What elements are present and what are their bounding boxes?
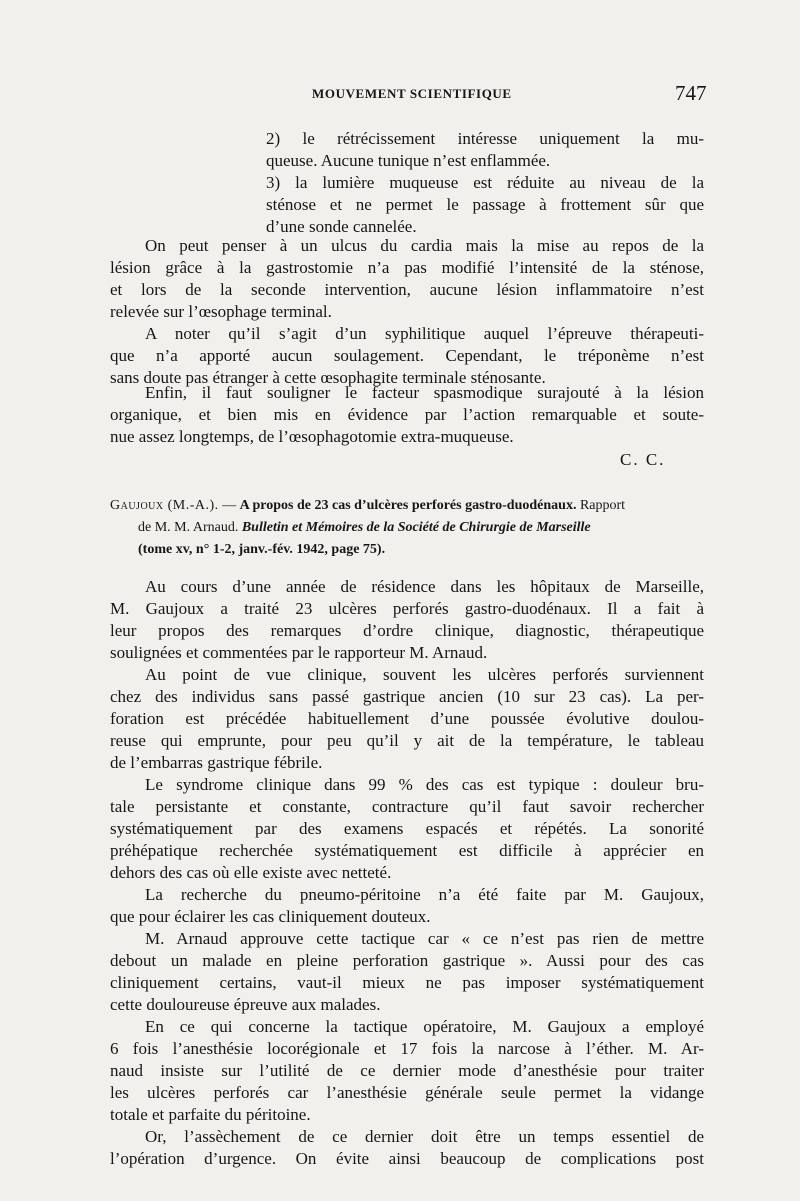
text-line: A noter qu’il s’agit d’un syphilitique auquel l’épreuve thérapeuti- — [145, 324, 704, 343]
text-line: Au point de vue clinique, souvent les ulcères perforés surviennent — [145, 665, 704, 684]
text-line: tale persistante et constante, contracture qu’il faut savoir rechercher — [110, 797, 704, 816]
text-line: soulignées et commentées par le rapporteur M. Arnaud. — [110, 643, 488, 662]
reference-author: Gaujoux (M.-A.). — [110, 498, 219, 513]
text-line: que pour éclairer les cas cliniquement douteux. — [110, 907, 431, 926]
text-line: Or, l’assèchement de ce dernier doit être un temps essentiel de — [145, 1127, 704, 1146]
text-line: les ulcères perforés car l’anesthésie générale seule permet la vidange — [110, 1083, 704, 1102]
text-line: de l’embarras gastrique fébrile. — [110, 753, 323, 772]
text-line: naud insiste sur l’utilité de ce dernier mode d’anesthésie pour traiter — [110, 1061, 704, 1080]
reference-dash: — — [218, 498, 240, 513]
text-line: que n’a apporté aucun soulagement. Cependant, le tréponème n’est — [110, 346, 704, 365]
text-line: Au cours d’une année de résidence dans les hôpitaux de Marseille, — [145, 577, 704, 596]
reference-title: A propos de 23 cas d’ulcères perforés gastro-duodénaux. — [239, 498, 577, 513]
reference-line: (tome xv, n° 1-2, janv.-fév. 1942, page 75). — [138, 542, 386, 557]
text-line: M. Gaujoux a traité 23 ulcères perforés gastro-duodénaux. Il a fait à — [110, 599, 704, 618]
text-line: La recherche du pneumo-péritoine n’a été faite par M. Gaujoux, — [145, 885, 704, 904]
text-line: lésion grâce à la gastrostomie n’a pas modifié l’intensité de la sténose, — [110, 258, 704, 277]
text-line: relevée sur l’œsophage terminal. — [110, 302, 332, 321]
reference-rapport: Rapport — [576, 498, 626, 513]
list-line: 2) le rétrécissement intéresse uniquement la mu- — [266, 129, 704, 148]
text-line: et lors de la seconde intervention, aucune lésion inflammatoire n’est — [110, 280, 704, 299]
text-line: foration est précédée habituellement d’une poussée évolutive doulou- — [110, 709, 704, 728]
text-line: préhépatique recherchée systématiquement est difficile à apprécier en — [110, 841, 704, 860]
text-line: 6 fois l’anesthésie locorégionale et 17 fois la narcose à l’éther. M. Ar- — [110, 1039, 704, 1058]
reference-line — [138, 518, 591, 538]
text-line: organique, et bien mis en évidence par l’action remarquable et soute- — [110, 405, 704, 424]
list-line: queuse. Aucune tunique n’est enflammée. — [266, 151, 551, 170]
text-line: l’opération d’urgence. On évite ainsi beaucoup de complications post — [110, 1149, 704, 1168]
text-line: totale et parfaite du péritoine. — [110, 1105, 311, 1124]
reference-rapporteur: de M. M. Arnaud. — [138, 520, 242, 535]
page-header — [0, 81, 800, 114]
text-line: cette douloureuse épreuve aux malades. — [110, 995, 381, 1014]
running-title: MOUVEMENT SCIENTIFIQUE — [312, 86, 512, 101]
text-line: M. Arnaud approuve cette tactique car « ce n’est pas rien de mettre — [145, 929, 704, 948]
text-line: Le syndrome clinique dans 99 % des cas est typique : douleur bru- — [145, 775, 704, 794]
text-line: reuse qui emprunte, pour peu qu’il y ait de la température, le tableau — [110, 731, 704, 750]
page-number: 747 — [675, 81, 707, 105]
text-line: Enfin, il faut souligner le facteur spasmodique surajouté à la lésion — [145, 383, 704, 402]
text-line: sans doute pas étranger à cette œsophagite terminale sténosante. — [110, 368, 546, 387]
list-line: d’une sonde cannelée. — [266, 217, 417, 236]
reference-journal: Bulletin et Mémoires de la Société de Chirurgie de Marseille — [241, 520, 591, 535]
list-line: 3) la lumière muqueuse est réduite au niveau de la — [266, 173, 704, 192]
text-line: En ce qui concerne la tactique opératoire, M. Gaujoux a employé — [145, 1017, 704, 1036]
text-line: debout un malade en pleine perforation gastrique ». Aussi pour des cas — [110, 951, 704, 970]
text-line: chez des individus sans passé gastrique ancien (10 sur 23 cas). La per- — [110, 687, 704, 706]
text-line: systématiquement par des examens espacés et répétés. La sonorité — [110, 819, 704, 838]
text-line: dehors des cas où elle existe avec netteté. — [110, 863, 392, 882]
signature: C. C. — [620, 450, 666, 469]
text-line: leur propos des remarques d’ordre clinique, diagnostic, thérapeutique — [110, 621, 704, 640]
list-line: sténose et ne permet le passage à frottement sûr que — [266, 195, 704, 214]
text-line: cliniquement certains, vaut-il mieux ne pas imposer systématiquement — [110, 973, 704, 992]
text-line: On peut penser à un ulcus du cardia mais la mise au repos de la — [145, 236, 704, 255]
reference-line — [110, 496, 625, 516]
text-line: nue assez longtemps, de l’œsophagotomie extra-muqueuse. — [110, 427, 514, 446]
